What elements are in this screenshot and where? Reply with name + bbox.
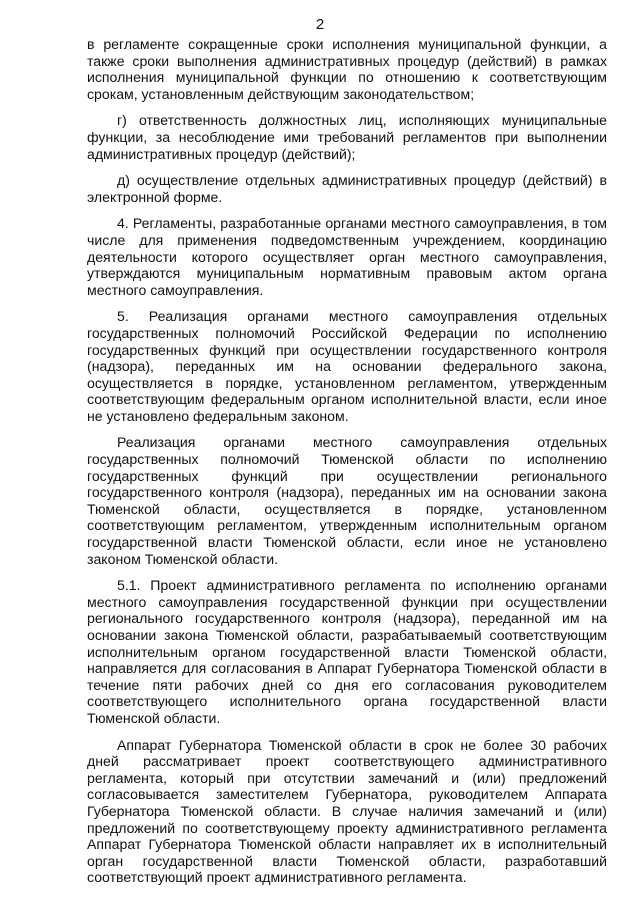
paragraph-clause-5-part-2: Реализация органами местного самоуправления отдельных государственных полномочий Тюменской области по исполнению государственных функций при осуществлении регионального государственного контроля (надзора), переданных им на основании закона Тюменской области, осуществляется в порядке, установленном соответствующим регламентом, утвержденным исполнительным органом государственной власти Тюменской области, если иное не установлено законом Тюменской области. bbox=[87, 434, 607, 567]
paragraph-item-d: д) осуществление отдельных административных процедур (действий) в электронной форме. bbox=[87, 172, 607, 205]
page-number: 2 bbox=[315, 16, 325, 33]
paragraph-item-g: г) ответственность должностных лиц, исполняющих муниципальные функции, за несоблюдение ими требований регламентов при выполнении административных процедур (действий); bbox=[87, 112, 607, 162]
paragraph-clause-5-1: 5.1. Проект административного регламента по исполнению органами местного самоуправления государственной функции при осуществлении регионального государственного контроля (надзора), переданной им на основании закона Тюменской области, разрабатываемый соответствующим исполнительным органом государственной власти Тюменской области, направляется для согласования в Аппарат Губернатора Тюменской области в течение пяти рабочих дней со дня его согласования руководителем соответствующего исполнительного органа государственной власти Тюменской области. bbox=[87, 577, 607, 726]
paragraph-clause-5: 5. Реализация органами местного самоуправления отдельных государственных полномочий Российской Федерации по исполнению государственных функций при осуществлении государственного контроля (надзора), переданных им на основании федерального закона, осуществляется в порядке, установленном регламентом, утвержденным соответствующим федеральным органом исполнительной власти, если иное не установлено федеральным законом. bbox=[87, 308, 607, 424]
paragraph-clause-5-1-part-2: Аппарат Губернатора Тюменской области в срок не более 30 рабочих дней рассматривает проект соответствующего административного регламента, который при отсутствии замечаний и (или) предложений согласовывается заместителем Губернатора, руководителем Аппарата Губернатора Тюменской области. В случае наличия замечаний и (или) предложений по соответствующему проекту административного регламента Аппарат Губернатора Тюменской области направляет их в исполнительный орган государственной власти Тюменской области, разработавший соответствующий проект административного регламента. bbox=[87, 736, 607, 886]
document-body bbox=[87, 36, 607, 896]
paragraph-continuation: в регламенте сокращенные сроки исполнения муниципальной функции, а также сроки выполнения административных процедур (действий) в рамках исполнения муниципальной функции по отношению к соответствующим срокам, установленным действующим законодательством; bbox=[87, 36, 607, 102]
paragraph-clause-4: 4. Регламенты, разработанные органами местного самоуправления, в том числе для применения подведомственным учреждением, координацию деятельности которого осуществляет орган местного самоуправления, утверждаются муниципальным нормативным правовым актом органа местного самоуправления. bbox=[87, 215, 607, 298]
